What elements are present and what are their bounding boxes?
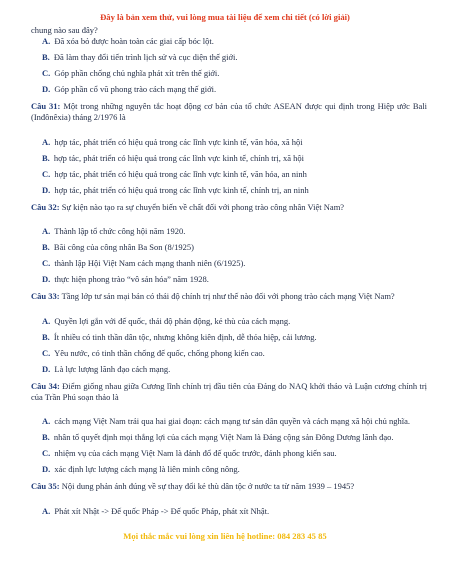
option-text: Quyền lợi gắn với đế quốc, thái độ phản động, kẻ thù của cách mạng. xyxy=(54,315,291,326)
option-a xyxy=(31,506,427,517)
option-d xyxy=(31,84,427,95)
question-number: Câu 32: xyxy=(31,201,60,212)
option-letter: C. xyxy=(42,347,51,358)
option-text: hợp tác, phát triển có hiệu quả trong các lĩnh vực kinh tế, chính trị, an ninh xyxy=(54,184,309,195)
hotline-banner: Mọi thắc mắc vui lòng xin liên hệ hotline: 084 283 45 85 xyxy=(123,531,327,541)
option-letter: C. xyxy=(42,68,51,78)
option-letter: A. xyxy=(42,416,51,426)
question-33 xyxy=(31,291,427,302)
option-b xyxy=(31,52,427,63)
option-text: hợp tác, phát triển có hiệu quả trong các lĩnh vực kinh tế, văn hóa, xã hội xyxy=(54,136,303,147)
option-text: thành lập Hội Việt Nam cách mạng thanh niên (6/1925). xyxy=(54,258,246,268)
option-text: nhiệm vụ của cách mạng Việt Nam là đánh đổ đế quốc trước, đánh phong kiến sau. xyxy=(54,448,337,458)
question-number: Câu 35: xyxy=(31,481,60,491)
option-text: Phát xít Nhật -> Đế quốc Pháp -> Đế quốc Pháp, phát xít Nhật. xyxy=(54,505,270,516)
option-text: Bãi công của công nhân Ba Son (8/1925) xyxy=(53,242,194,252)
option-letter: B. xyxy=(42,242,50,252)
option-b xyxy=(31,242,427,253)
option-text: Ít nhiều có tinh thần dân tộc, nhưng không kiên định, dễ thỏa hiệp, cải lương. xyxy=(53,331,317,342)
question-number: Câu 34: xyxy=(31,380,60,391)
option-text: cách mạng Việt Nam trải qua hai giai đoạn: cách mạng tư sản dân quyền và cách mạng xã hội chủ nghĩa. xyxy=(54,416,411,426)
option-a xyxy=(31,416,427,427)
option-text: Yêu nước, có tinh thần chống đế quốc, chống phong kiến cao. xyxy=(54,347,265,358)
option-a xyxy=(31,137,427,148)
option-text: Góp phần chống chủ nghĩa phát xít trên thế giới. xyxy=(54,68,220,78)
question-text: Một trong những nguyên tắc hoạt động cơ bản của tổ chức ASEAN được qui định trong Hiệp ước Bali (Inđônêxia) tháng 2/1976 là xyxy=(31,101,427,122)
option-b xyxy=(31,153,427,164)
question-32 xyxy=(31,202,427,213)
question-text: Sự kiện nào tạo ra sự chuyển biến về chất đối với phong trào công nhân Việt Nam? xyxy=(61,201,345,212)
option-text: Là lực lượng lãnh đạo cách mạng. xyxy=(54,363,171,374)
option-letter: D. xyxy=(42,274,51,284)
question-34 xyxy=(31,381,427,403)
option-letter: B. xyxy=(42,331,50,342)
option-letter: B. xyxy=(42,52,50,62)
option-letter: C. xyxy=(42,168,51,179)
option-letter: B. xyxy=(42,152,50,163)
preview-banner: Đây là bản xem thử, vui lòng mua tài liệu để xem chi tiết (có lời giải) xyxy=(100,12,350,22)
question-text: Nội dung phản ánh đúng về sự thay đổi kẻ thù dân tộc ở nước ta từ năm 1939 – 1945? xyxy=(61,481,355,491)
option-letter: C. xyxy=(42,448,51,458)
option-letter: A. xyxy=(42,226,51,236)
option-a xyxy=(31,316,427,327)
option-text: hợp tác, phát triển có hiệu quả trong các lĩnh vực kinh tế, chính trị, xã hội xyxy=(53,152,305,163)
option-letter: D. xyxy=(42,464,51,474)
option-a xyxy=(31,36,427,47)
option-letter: A. xyxy=(42,36,51,46)
option-d xyxy=(31,364,427,375)
option-b xyxy=(31,332,427,343)
question-number: Câu 31: xyxy=(31,101,61,111)
previous-question-options xyxy=(31,36,427,95)
option-letter: D. xyxy=(42,184,51,195)
option-text: xác định lực lượng cách mạng là liên minh công nông. xyxy=(54,464,240,474)
option-c xyxy=(31,68,427,79)
option-c xyxy=(31,258,427,269)
option-d xyxy=(31,185,427,196)
question-text: Điểm giống nhau giữa Cương lĩnh chính trị đầu tiên của Đảng do NAQ khởi thảo và Luận cương chính trị của Trần Phú soạn thảo là xyxy=(31,380,428,402)
document-body xyxy=(31,25,427,517)
option-letter: A. xyxy=(42,505,51,516)
option-c xyxy=(31,448,427,459)
question-35 xyxy=(31,481,427,492)
option-text: hợp tác, phát triển có hiệu quả trong các lĩnh vực kinh tế, văn hóa, an ninh xyxy=(54,168,307,179)
option-text: Đã làm thay đổi tiến trình lịch sử và cục diện thế giới. xyxy=(53,52,238,62)
option-a xyxy=(31,226,427,237)
option-letter: A. xyxy=(42,136,51,147)
option-d xyxy=(31,464,427,475)
question-31 xyxy=(31,101,427,123)
question-number: Câu 33: xyxy=(31,291,60,301)
option-b xyxy=(31,432,427,443)
option-letter: C. xyxy=(42,258,51,268)
option-text: Góp phần cổ vũ phong trào cách mạng thế giới. xyxy=(54,84,217,94)
option-c xyxy=(31,169,427,180)
option-letter: D. xyxy=(42,363,51,374)
option-letter: D. xyxy=(42,84,51,94)
question-text: Tầng lớp tư sản mại bản có thái độ chính trị như thế nào đối với phong trào cách mạng Việt Nam? xyxy=(61,291,395,301)
option-d xyxy=(31,274,427,285)
option-letter: B. xyxy=(42,432,50,442)
option-letter: A. xyxy=(42,315,51,326)
question-continuation: chung nào sau đây? xyxy=(31,25,98,35)
option-text: Thành lập tổ chức công hội năm 1920. xyxy=(54,226,186,236)
option-text: nhân tố quyết định mọi thắng lợi của cách mạng Việt Nam là Đảng cộng sản Đông Dương lãnh đạo. xyxy=(53,432,394,442)
option-c xyxy=(31,348,427,359)
option-text: Đã xóa bỏ được hoàn toàn các giai cấp bóc lột. xyxy=(54,36,214,46)
option-text: thực hiện phong trào “vô sản hóa” năm 1928. xyxy=(54,274,209,284)
